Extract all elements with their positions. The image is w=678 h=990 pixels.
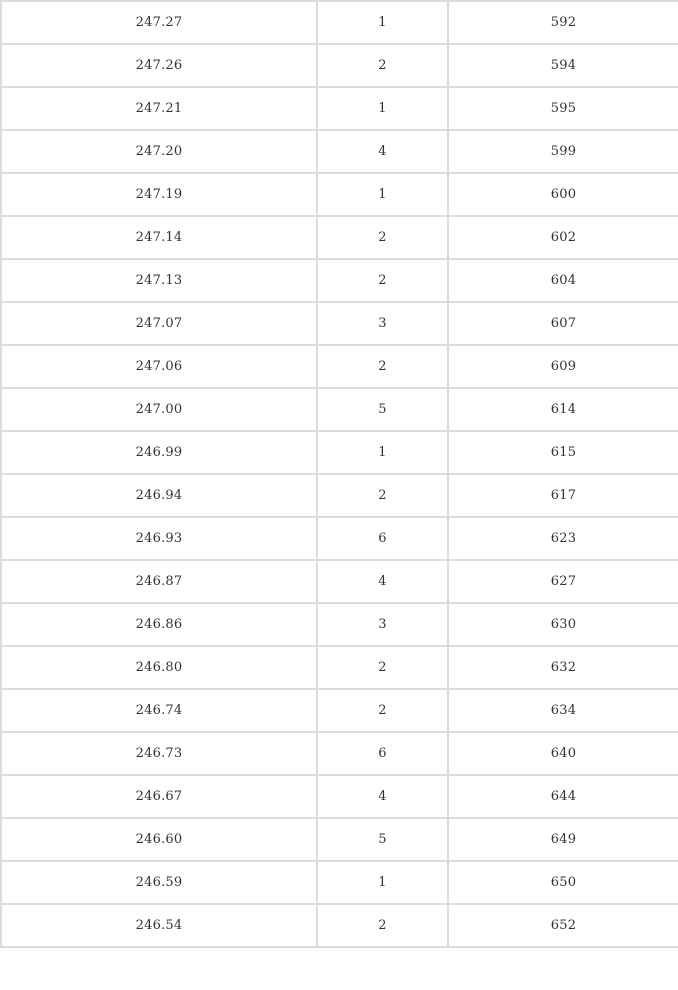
table-row — [1, 44, 678, 87]
cumulative-cell: 615 — [448, 431, 678, 474]
count-cell: 1 — [317, 1, 448, 44]
cumulative-cell: 634 — [448, 689, 678, 732]
table-row — [1, 904, 678, 947]
cumulative-cell: 617 — [448, 474, 678, 517]
count-cell: 1 — [317, 87, 448, 130]
count-cell: 2 — [317, 646, 448, 689]
count-cell: 2 — [317, 259, 448, 302]
cumulative-cell: 594 — [448, 44, 678, 87]
table-row — [1, 689, 678, 732]
count-cell: 2 — [317, 904, 448, 947]
score-cell: 246.99 — [1, 431, 317, 474]
count-cell: 4 — [317, 560, 448, 603]
table-row — [1, 345, 678, 388]
count-cell: 3 — [317, 302, 448, 345]
table-row — [1, 474, 678, 517]
cumulative-cell: 592 — [448, 1, 678, 44]
count-cell: 1 — [317, 861, 448, 904]
score-cell: 246.74 — [1, 689, 317, 732]
count-cell: 2 — [317, 345, 448, 388]
count-cell: 2 — [317, 474, 448, 517]
cumulative-cell: 600 — [448, 173, 678, 216]
table-row — [1, 732, 678, 775]
cumulative-cell: 650 — [448, 861, 678, 904]
score-cell: 246.54 — [1, 904, 317, 947]
cumulative-cell: 652 — [448, 904, 678, 947]
score-cell: 247.00 — [1, 388, 317, 431]
score-cell: 247.21 — [1, 87, 317, 130]
table-row — [1, 861, 678, 904]
table-row — [1, 259, 678, 302]
table-row — [1, 646, 678, 689]
cumulative-cell: 630 — [448, 603, 678, 646]
score-cell: 246.59 — [1, 861, 317, 904]
score-cell: 247.20 — [1, 130, 317, 173]
score-cell: 247.19 — [1, 173, 317, 216]
table-row — [1, 603, 678, 646]
score-cell: 247.13 — [1, 259, 317, 302]
table-row — [1, 302, 678, 345]
table-row — [1, 173, 678, 216]
table-row — [1, 818, 678, 861]
table-row — [1, 560, 678, 603]
count-cell: 6 — [317, 732, 448, 775]
table-row — [1, 517, 678, 560]
cumulative-cell: 609 — [448, 345, 678, 388]
cumulative-cell: 595 — [448, 87, 678, 130]
table-row — [1, 130, 678, 173]
table-row — [1, 87, 678, 130]
count-cell: 2 — [317, 689, 448, 732]
count-cell: 3 — [317, 603, 448, 646]
score-cell: 247.26 — [1, 44, 317, 87]
cumulative-cell: 644 — [448, 775, 678, 818]
table-row — [1, 216, 678, 259]
cumulative-cell: 649 — [448, 818, 678, 861]
count-cell: 5 — [317, 818, 448, 861]
cumulative-cell: 602 — [448, 216, 678, 259]
table-row — [1, 388, 678, 431]
count-cell: 5 — [317, 388, 448, 431]
score-cell: 246.94 — [1, 474, 317, 517]
score-cell: 247.27 — [1, 1, 317, 44]
count-cell: 1 — [317, 173, 448, 216]
cumulative-cell: 607 — [448, 302, 678, 345]
count-cell: 4 — [317, 775, 448, 818]
cumulative-cell: 632 — [448, 646, 678, 689]
score-cell: 247.07 — [1, 302, 317, 345]
cumulative-cell: 627 — [448, 560, 678, 603]
score-cell: 246.67 — [1, 775, 317, 818]
count-cell: 6 — [317, 517, 448, 560]
cumulative-cell: 640 — [448, 732, 678, 775]
table-body — [1, 1, 678, 947]
cumulative-cell: 604 — [448, 259, 678, 302]
score-cell: 246.93 — [1, 517, 317, 560]
score-cell: 246.87 — [1, 560, 317, 603]
count-cell: 1 — [317, 431, 448, 474]
score-cell: 246.60 — [1, 818, 317, 861]
score-cell: 247.06 — [1, 345, 317, 388]
cumulative-cell: 623 — [448, 517, 678, 560]
count-cell: 2 — [317, 216, 448, 259]
cumulative-cell: 599 — [448, 130, 678, 173]
score-cell: 246.80 — [1, 646, 317, 689]
score-cell: 246.86 — [1, 603, 317, 646]
table-row — [1, 1, 678, 44]
table-row — [1, 775, 678, 818]
count-cell: 4 — [317, 130, 448, 173]
table-row — [1, 431, 678, 474]
score-cell: 246.73 — [1, 732, 317, 775]
count-cell: 2 — [317, 44, 448, 87]
cumulative-cell: 614 — [448, 388, 678, 431]
score-cell: 247.14 — [1, 216, 317, 259]
